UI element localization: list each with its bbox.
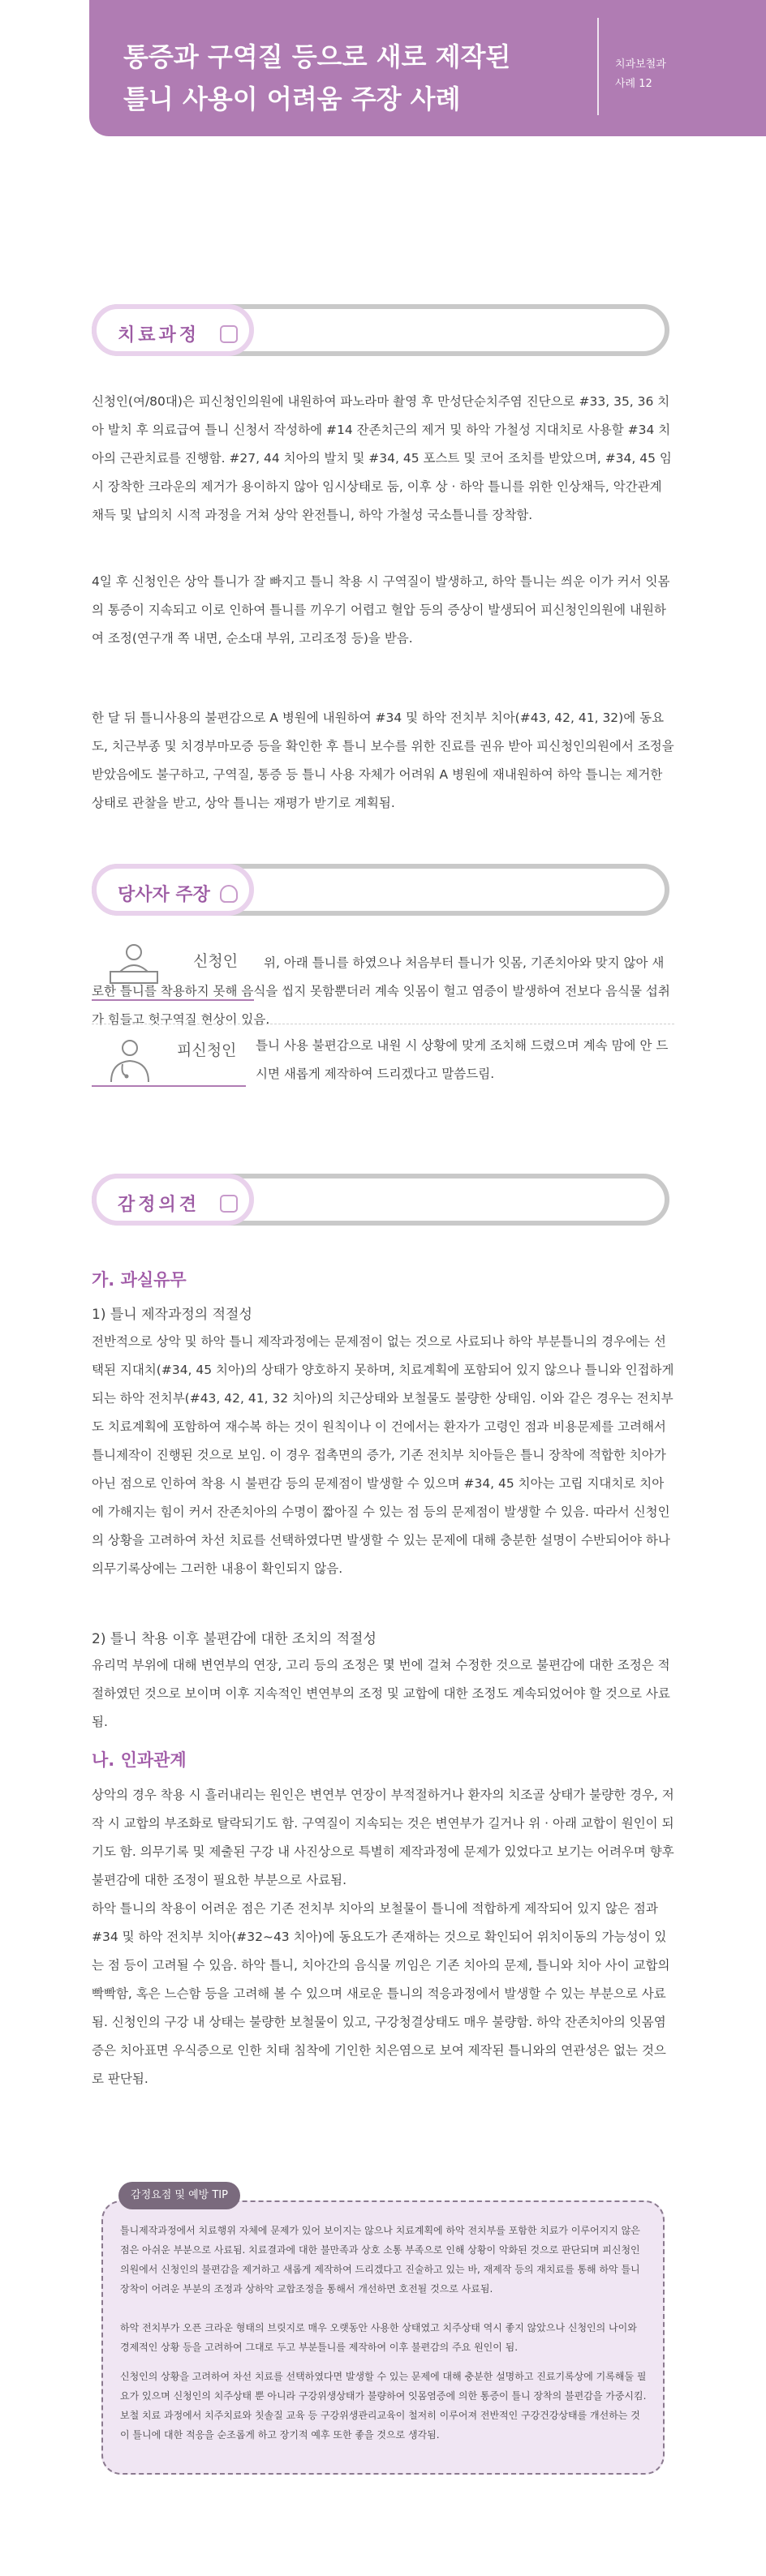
claimant-label: 신청인 xyxy=(193,952,239,970)
item-1-text: 전반적으로 상악 및 하악 틀니 제작과정에는 문제점이 없는 것으로 사료되나 하악 부분틀니의 경우에는 선택된 지대치(#34, 45 치아)의 상태가 양호하지 못하며, 치료계획에 포함되어 있지 않으나 틀니와 인접하게 되는 하악 전치부(#43, 42, 41, 32 치아)의 치근상태와 보철물도 불량한 상태임. 이와 같은 경우는 전치부도 치료계획에 포함하여 재수복 하는 것이 원칙이나 이 건에서는 환자가 고령인 점과 비용문제를 고려해서 틀니제작이 진행된 것으로 보임. 이 경우 접촉면의 증가, 기존 전치부 치아들은 틀니 장착에 적합한 치아가 아닌 점으로 인하여 착용 시 불편감 등의 문제점이 발생할 수 있으며 #34, 45 치아는 고립 지대치로 치아에 가해지는 힘이 커서 잔존치아의 수명이 짧아질 수 있는 점 등의 문제점이 발생할 수 있음. 따라서 신청인의 상황을 고려하여 차선 치료를 선택하였다면 발생할 수 있는 문제에 대해 충분한 설명이 수반되어야 하나 의무기록상에는 그러한 내용이 확인되지 않음. xyxy=(92,1334,674,1576)
page-title xyxy=(123,36,578,120)
subsection-negligence: 가. 과실유무 xyxy=(92,1270,187,1290)
item-2-text: 유리먹 부위에 대해 변연부의 연장, 고리 등의 조정은 몇 번에 걸쳐 수정한 것으로 불편감에 대한 조정은 적절하였던 것으로 보이며 이후 지속적인 변연부의 조정 및 교합에 대한 조정도 계속되었어야 할 것으로 사료됨. xyxy=(92,1658,670,1729)
section-treatment xyxy=(92,304,669,356)
item-2-title: 2) 틀니 착용 이후 불편감에 대한 조치의 적절성 xyxy=(92,1631,377,1647)
item-1-title: 1) 틀니 제작과정의 적절성 xyxy=(92,1307,252,1323)
page-header xyxy=(89,0,766,136)
respondent-label: 피신청인 xyxy=(177,1041,237,1059)
clipboard-icon xyxy=(220,325,238,343)
title-line-2: 틀니 사용이 어려움 주장 사례 xyxy=(123,84,461,114)
header-meta xyxy=(615,55,666,94)
section-opinion xyxy=(92,1174,669,1226)
claimant-statement: 위, 아래 틀니를 하였으나 처음부터 틀니가 잇몸, 기존치아와 맞지 않아 새로한 틀니를 착용하지 못해 음식을 씹지 못함뿐더러 계속 잇몸이 헐고 염증이 발생하여 전보다 음식물 섭취가 힘들고 헛구역질 현상이 있음. xyxy=(92,955,670,1027)
tip-paragraph-3: 신청인의 상황을 고려하여 차선 치료를 선택하였다면 발생할 수 있는 문제에 대해 충분한 설명하고 진료기록상에 기록해둘 필요가 있으며 신청인의 치주상태 뿐 아니라 구강위생상태가 불량하여 잇몸염증에 의한 통증이 틀니 장착의 불편감을 가중시킴. 보철 치료 과정에서 치주치료와 칫솔질 교육 등 구강위생관리교육이 철저히 이루어져 전반적인 구강건강상태를 개선하는 것이 틀니에 대한 적응을 순조롭게 하고 장기적 예후 또한 좋을 것으로 생각됨. xyxy=(120,2371,647,2441)
edit-icon xyxy=(220,1195,238,1213)
section-title: 감정의견 xyxy=(118,1195,200,1215)
tip-tab: 감정요점 및 예방 TIP xyxy=(118,2182,240,2209)
doctor-icon xyxy=(101,1037,158,1085)
treatment-paragraph-2: 4일 후 신청인은 상악 틀니가 잘 빠지고 틀니 착용 시 구역질이 발생하고, 하악 틀니는 씌운 이가 커서 잇몸의 통증이 지속되고 이로 인하여 틀니를 끼우기 어렵고 혈압 등의 증상이 발생되어 피신청인의원에 내원하여 조정(연구개 쪽 내면, 순소대 부위, 고리조정 등)을 받음. xyxy=(92,574,670,646)
section-title: 당사자 주장 xyxy=(118,885,210,905)
causation-text: 상악의 경우 착용 시 흘러내리는 원인은 변연부 연장이 부적절하거나 환자의 치조골 상태가 불량한 경우, 저작 시 교합의 부조화로 탈락되기도 함. 구역질이 지속되는 것은 변연부가 길거나 위 · 아래 교합이 원인이 되기도 함. 의무기록 및 제출된 구강 내 사진상으로 특별히 제작과정에 문제가 있었다고 보기는 어려우며 향후 불편감에 대한 조정이 필요한 부분으로 사료됨. 하악 틀니의 착용이 어려운 점은 기존 전치부 치아의 보철물이 틀니에 적합하게 제작되어 있지 않은 점과 #34 및 하악 전치부 치아(#32~43 치아)에 동요도가 존재하는 것으로 확인되어 위치이동의 가능성이 있는 점 등이 고려될 수 있음. 하악 틀니, 치아간의 음식물 끼임은 기존 치아의 문제, 틀니와 치아 사이 교합의 빡빡함, 혹은 느슨함 등을 고려해 볼 수 있으며 새로운 틀니의 적응과정에서 발생할 수 있는 부분으로 사료됨. 신청인의 구강 내 상태는 불량한 보철물이 있고, 구강청결상태도 매우 불량함. 하악 잔존치아의 잇몸염증은 치아표면 우식증으로 인한 치태 침착에 기인한 치은염으로 보여 제작된 틀니와의 연관성은 없는 것으로 판단됨. xyxy=(92,1788,674,2086)
section-pill xyxy=(92,864,254,916)
treatment-paragraph-1: 신청인(여/80대)은 피신청인의원에 내원하여 파노라마 촬영 후 만성단순치주염 진단으로 #33, 35, 36 치아 발치 후 의료급여 틀니 신청서 작성하에 #14 잔존치근의 제거 및 하악 가철성 지대치로 사용할 #34 치아의 근관치료를 진행함. #27, 44 치아의 발치 및 #34, 45 포스트 및 코어 조치를 받았으며, #34, 45 임시 장착한 크라운의 제거가 용이하지 않아 임시상태로 둠, 이후 상 · 하악 틀니를 위한 인상채득, 악간관계 채득 및 납의치 시적 과정을 거쳐 상악 완전틀니, 하악 가철성 국소틀니를 장착함. xyxy=(92,394,672,522)
respondent-statement: 틀니 사용 불편감으로 내원 시 상황에 맞게 조치해 드렸으며 계속 맘에 안 드시면 새롭게 제작하여 드리겠다고 말씀드림. xyxy=(256,1038,669,1081)
tip-paragraph-2: 하악 전치부가 오픈 크라운 형태의 브릿지로 매우 오랫동안 사용한 상태였고 치주상태 역시 좋지 않았으나 신청인의 나이와 경제적인 상황 등을 고려하여 그대로 두고 부분틀니를 제작하여 이후 불편감의 주요 원인이 됨. xyxy=(120,2322,637,2353)
tip-paragraph-1: 틀니제작과정에서 치료행위 자체에 문제가 있어 보이지는 않으나 치료계획에 하악 전치부를 포함한 치료가 이루어지지 않은 점은 아쉬운 부분으로 사료됨. 치료결과에 대한 불만족과 상호 소통 부족으로 인해 상황이 악화된 것으로 판단되며 피신청인의원에서 신청인의 불편감을 제거하고 새롭게 제작하여 드리겠다고 진술하고 있는 바, 재제작 등의 재치료를 통해 하악 틀니 장착이 어려운 부분의 조정과 상하악 교합조정을 통해서 개선하면 호전될 것으로 사료됨. xyxy=(120,2225,640,2295)
header-divider xyxy=(597,18,599,115)
section-pill xyxy=(92,1174,254,1226)
tooth-icon xyxy=(220,885,238,903)
title-line-1: 통증과 구역질 등으로 새로 제작된 xyxy=(123,41,511,72)
respondent-underline xyxy=(92,1085,246,1087)
section-pill xyxy=(92,304,254,356)
subsection-causation: 나. 인과관계 xyxy=(92,1750,187,1770)
case-number: 사례 12 xyxy=(615,78,652,90)
section-title: 치료과정 xyxy=(118,325,200,346)
treatment-paragraph-3: 한 달 뒤 틀니사용의 불편감으로 A 병원에 내원하여 #34 및 하악 전치부 치아(#43, 42, 41, 32)에 동요도, 치근부종 및 치경부마모증 등을 확인한 후 틀니 보수를 위한 진료를 권유 받아 피신청인의원에서 조정을 받았음에도 불구하고, 구역질, 통증 등 틀니 사용 자체가 어려워 A 병원에 재내원하여 하악 틀니는 제거한 상태로 관찰을 받고, 상악 틀니는 재평가 받기로 계획됨. xyxy=(92,711,674,810)
category-label: 치과보철과 xyxy=(615,58,666,71)
section-claims xyxy=(92,864,669,916)
